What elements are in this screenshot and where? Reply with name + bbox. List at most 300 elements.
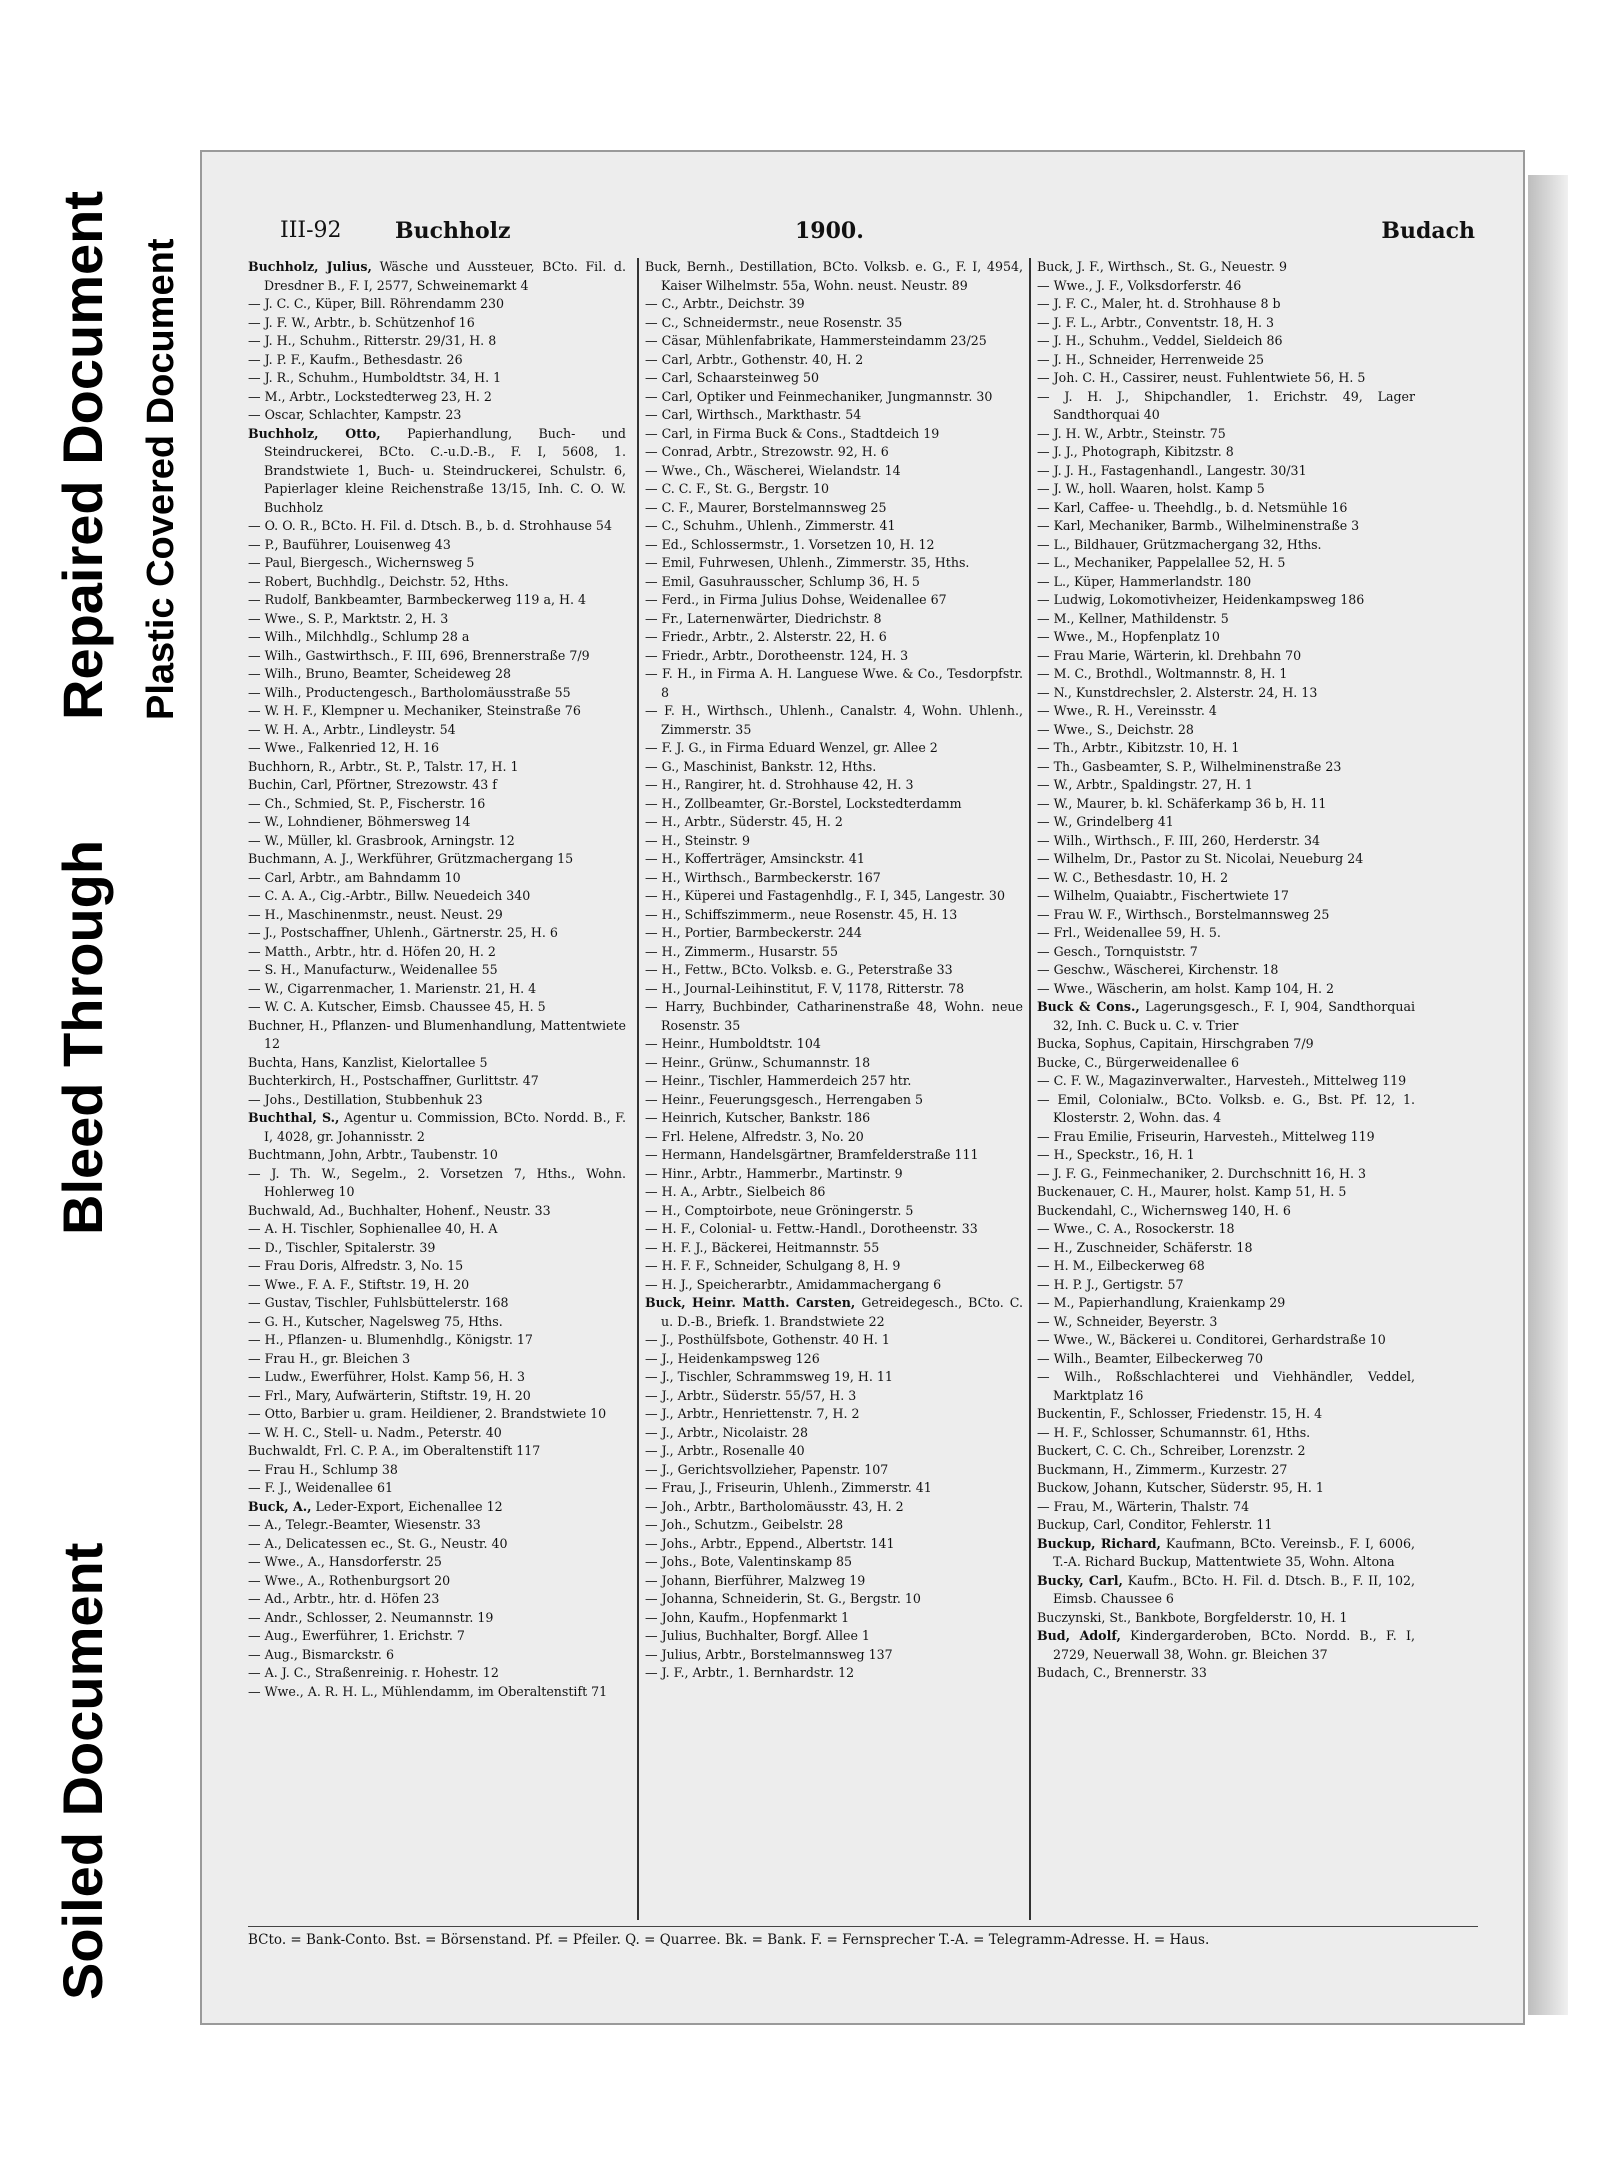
entry-text: Buchterkirch, H., Postschaffner, Gurlittstr. 47 xyxy=(248,1073,539,1088)
directory-entry xyxy=(645,314,1023,333)
entry-text: Getreidegesch., BCto. C. u. D.-B., Briefk. 1. Brandstwiete 22 xyxy=(661,1295,1023,1329)
entry-text: — Wilh., Wirthsch., F. III, 260, Herderstr. 34 xyxy=(1037,832,1321,848)
entry-text: — M., Arbtr., Lockstedterweg 23, H. 2 xyxy=(248,388,492,404)
entry-text: — H. F. F., Schneider, Schulgang 8, H. 9 xyxy=(645,1258,901,1273)
entry-text: — J., Arbtr., Süderstr. 55/57, H. 3 xyxy=(645,1387,857,1403)
entry-text: — Oscar, Schlachter, Kampstr. 23 xyxy=(248,407,462,422)
directory-entry xyxy=(1037,1128,1415,1147)
directory-entry xyxy=(645,943,1023,962)
column-2 xyxy=(645,258,1023,1920)
entry-text: — H., Schiffszimmerm., neue Rosenstr. 45, H. 13 xyxy=(645,906,958,922)
directory-entry xyxy=(1037,462,1415,481)
entry-text: — H., Arbtr., Süderstr. 45, H. 2 xyxy=(645,814,843,829)
entry-text: — H., Zimmerm., Husarstr. 55 xyxy=(645,943,838,959)
directory-entry xyxy=(248,1313,626,1332)
directory-entry xyxy=(645,369,1023,388)
entry-text: — C. A. A., Cig.-Arbtr., Billw. Neuedeich 340 xyxy=(248,888,531,903)
directory-entry xyxy=(645,850,1023,869)
directory-entry xyxy=(248,1350,626,1369)
directory-entry xyxy=(248,314,626,333)
directory-entry xyxy=(248,739,626,758)
directory-entry xyxy=(1037,961,1415,980)
entry-text: Lagerungsgesch., F. I, 904, Sandthorquai 32, Inh. C. Buck u. C. v. Trier xyxy=(1053,999,1415,1033)
directory-entry xyxy=(645,332,1023,351)
entry-text: — H., Pflanzen- u. Blumenhdlg., Königstr. 17 xyxy=(248,1332,533,1347)
directory-entry xyxy=(1037,1276,1415,1295)
entry-text: — H. M., Eilbeckerweg 68 xyxy=(1037,1258,1205,1273)
entry-text: — Wilh., Gastwirthsch., F. III, 696, Brennerstraße 7/9 xyxy=(248,647,590,663)
entry-text: — Wwe., R. H., Vereinsstr. 4 xyxy=(1037,703,1217,718)
entry-text: — Geschw., Wäscherei, Kirchenstr. 18 xyxy=(1037,962,1279,977)
entry-name: Bucky, Carl, xyxy=(1037,1572,1123,1588)
column-divider xyxy=(637,258,639,1920)
directory-entry xyxy=(248,591,626,610)
directory-entry xyxy=(248,887,626,906)
directory-entry xyxy=(1037,1627,1415,1664)
directory-entry xyxy=(248,1535,626,1554)
entry-text: — H. P. J., Gertigstr. 57 xyxy=(1037,1276,1184,1292)
directory-entry xyxy=(645,610,1023,629)
entry-text: — Carl, in Firma Buck & Cons., Stadtdeich 19 xyxy=(645,425,940,441)
entry-text: — M., Papierhandlung, Kraienkamp 29 xyxy=(1037,1295,1286,1310)
directory-entry xyxy=(1037,1313,1415,1332)
entry-text: Buckert, C. C. Ch., Schreiber, Lorenzstr. 2 xyxy=(1037,1443,1306,1458)
entry-text: — N., Kunstdrechsler, 2. Alsterstr. 24, H. 13 xyxy=(1037,684,1318,700)
entry-text: — J., Posthülfsbote, Gothenstr. 40 H. 1 xyxy=(645,1332,890,1347)
entry-text: Buckentin, F., Schlosser, Friedenstr. 15, H. 4 xyxy=(1037,1406,1323,1421)
directory-entry xyxy=(1037,832,1415,851)
entry-name: Buck, A., xyxy=(248,1498,312,1514)
entry-text: — H., Journal-Leihinstitut, F. V, 1178, Ritterstr. 78 xyxy=(645,980,965,996)
entry-text: — J. H., Schneider, Herrenweide 25 xyxy=(1037,351,1265,367)
entry-text: — O. O. R., BCto. H. Fil. d. Dtsch. B., b. d. Strohhause 54 xyxy=(248,518,612,533)
entry-text: — Frau, M., Wärterin, Thalstr. 74 xyxy=(1037,1498,1250,1514)
entry-text: — Wwe., J. F., Volksdorferstr. 46 xyxy=(1037,277,1242,293)
directory-entry xyxy=(248,536,626,555)
directory-page xyxy=(200,150,1525,2025)
directory-entry xyxy=(248,758,626,777)
directory-entry xyxy=(248,1664,626,1683)
entry-name: Buchthal, S., xyxy=(248,1110,340,1125)
directory-entry xyxy=(248,1054,626,1073)
entry-text: — Hinr., Arbtr., Hammerbr., Martinstr. 9 xyxy=(645,1165,903,1181)
entry-text: — Andr., Schlosser, 2. Neumannstr. 19 xyxy=(248,1609,494,1625)
entry-text: — Frl. Helene, Alfredstr. 3, No. 20 xyxy=(645,1128,864,1144)
entry-text: Buchhorn, R., Arbtr., St. P., Talstr. 17, H. 1 xyxy=(248,758,519,774)
entry-text: Agentur u. Commission, BCto. Nordd. B., F. I, 4028, gr. Johannisstr. 2 xyxy=(264,1110,626,1144)
entry-text: — J. F. L., Arbtr., Conventstr. 18, H. 3 xyxy=(1037,314,1274,330)
directory-entry xyxy=(1037,332,1415,351)
directory-entry xyxy=(248,258,626,295)
directory-entry xyxy=(1037,647,1415,666)
directory-entry xyxy=(645,1294,1023,1331)
entry-text: — W., Maurer, b. kl. Schäferkamp 36 b, H. 11 xyxy=(1037,795,1327,811)
directory-entry xyxy=(645,1220,1023,1239)
directory-entry xyxy=(645,1442,1023,1461)
directory-entry xyxy=(248,1109,626,1146)
entry-text: — J., Tischler, Schrammsweg 19, H. 11 xyxy=(645,1369,893,1384)
entry-text: — A., Delicatessen ec., St. G., Neustr. 40 xyxy=(248,1535,508,1551)
directory-entry xyxy=(645,980,1023,999)
entry-text: — W., Lohndiener, Böhmersweg 14 xyxy=(248,814,471,829)
directory-entry xyxy=(645,554,1023,573)
directory-entry xyxy=(1037,776,1415,795)
directory-entry xyxy=(1037,684,1415,703)
entry-text: — Wilhelm, Quaiabtr., Fischertwiete 17 xyxy=(1037,888,1289,903)
entry-text: — W., Arbtr., Spaldingstr. 27, H. 1 xyxy=(1037,777,1253,792)
entry-text: — Heinr., Feuerungsgesch., Herrengaben 5 xyxy=(645,1091,924,1107)
directory-entry xyxy=(1037,1294,1415,1313)
entry-text: — J., Heidenkampsweg 126 xyxy=(645,1350,820,1366)
directory-entry xyxy=(645,628,1023,647)
directory-entry xyxy=(645,517,1023,536)
entry-text: — Aug., Ewerführer, 1. Erichstr. 7 xyxy=(248,1628,465,1643)
entry-text: Buck, Bernh., Destillation, BCto. Volksb. e. G., F. I, 4954, Kaiser Wilhelmstr. 55a, Wohn. neust. Neustr. 89 xyxy=(645,259,1023,293)
entry-text: — A., Telegr.-Beamter, Wiesenstr. 33 xyxy=(248,1517,481,1532)
directory-entry xyxy=(1037,1165,1415,1184)
entry-text: — J. F. C., Maler, ht. d. Strohhause 8 b xyxy=(1037,296,1281,311)
entry-text: — Joh., Arbtr., Bartholomäusstr. 43, H. 2 xyxy=(645,1498,904,1514)
directory-entry xyxy=(1037,1257,1415,1276)
entry-text: Buchin, Carl, Pförtner, Strezowstr. 43 f xyxy=(248,777,497,792)
directory-entry xyxy=(645,1535,1023,1554)
directory-entry xyxy=(645,1553,1023,1572)
directory-entry xyxy=(645,1609,1023,1628)
directory-entry xyxy=(248,998,626,1017)
entry-text: — M., Kellner, Mathildenstr. 5 xyxy=(1037,610,1229,626)
directory-entry xyxy=(645,258,1023,295)
entry-text: — W., Cigarrenmacher, 1. Marienstr. 21, H. 4 xyxy=(248,980,537,996)
entry-text: — Frau Emilie, Friseurin, Harvesteh., Mittelweg 119 xyxy=(1037,1128,1375,1144)
directory-entry xyxy=(1037,795,1415,814)
entry-text: — Gesch., Tornquiststr. 7 xyxy=(1037,943,1198,959)
directory-entry xyxy=(1037,758,1415,777)
directory-entry xyxy=(1037,314,1415,333)
directory-entry xyxy=(1037,850,1415,869)
entry-text: — Hermann, Handelsgärtner, Bramfelderstraße 111 xyxy=(645,1147,979,1162)
entry-text: — Johann, Bierführer, Malzweg 19 xyxy=(645,1572,866,1588)
entry-name: Buchholz, Julius, xyxy=(248,259,372,274)
directory-entry xyxy=(645,1368,1023,1387)
label-bleed-through: Bleed Through xyxy=(51,839,114,1235)
entry-text: — Karl, Caffee- u. Theehdlg., b. d. Netsmühle 16 xyxy=(1037,499,1348,515)
entry-text: — F. J. G., in Firma Eduard Wenzel, gr. Allee 2 xyxy=(645,740,938,755)
directory-entry xyxy=(645,425,1023,444)
entry-name: Bud, Adolf, xyxy=(1037,1628,1121,1643)
entry-text: Bucke, C., Bürgerweidenallee 6 xyxy=(1037,1054,1239,1070)
header-right-keyword: Budach xyxy=(1381,218,1475,244)
entry-text: — W. H. F., Klempner u. Mechaniker, Steinstraße 76 xyxy=(248,703,581,718)
directory-entry xyxy=(1037,1535,1415,1572)
directory-entry xyxy=(645,591,1023,610)
entry-text: — Frau H., gr. Bleichen 3 xyxy=(248,1350,411,1366)
entry-text: — Conrad, Arbtr., Strezowstr. 92, H. 6 xyxy=(645,444,889,459)
entry-text: Buck, J. F., Wirthsch., St. G., Neuestr. 9 xyxy=(1037,259,1288,274)
directory-entry xyxy=(248,924,626,943)
directory-entry xyxy=(1037,721,1415,740)
directory-entry xyxy=(645,1387,1023,1406)
entry-name: Buck & Cons., xyxy=(1037,999,1140,1014)
directory-entry xyxy=(645,758,1023,777)
entry-text: Budach, C., Brennerstr. 33 xyxy=(1037,1665,1207,1680)
directory-entry xyxy=(248,369,626,388)
directory-entry xyxy=(1037,1331,1415,1350)
directory-entry xyxy=(645,702,1023,739)
directory-entry xyxy=(248,1442,626,1461)
entry-text: — Ludw., Ewerführer, Holst. Kamp 56, H. 3 xyxy=(248,1369,525,1384)
entry-text: Buckendahl, C., Wichernsweg 140, H. 6 xyxy=(1037,1202,1291,1218)
directory-entry xyxy=(1037,739,1415,758)
directory-entry xyxy=(248,665,626,684)
entry-text: — J. W., holl. Waaren, holst. Kamp 5 xyxy=(1037,481,1265,496)
directory-entry xyxy=(645,1461,1023,1480)
entry-text: — Heinr., Tischler, Hammerdeich 257 htr. xyxy=(645,1073,912,1088)
entry-text: — Emil, Gasuhrausscher, Schlump 36, H. 5 xyxy=(645,573,920,589)
entry-text: — Friedr., Arbtr., 2. Alsterstr. 22, H. 6 xyxy=(645,629,887,644)
entry-text: — J., Postschaffner, Uhlenh., Gärtnerstr. 25, H. 6 xyxy=(248,925,558,940)
entry-text: — Johanna, Schneiderin, St. G., Bergstr. 10 xyxy=(645,1591,921,1606)
entry-text: — W. H. A., Arbtr., Lindleystr. 54 xyxy=(248,721,456,737)
directory-entry xyxy=(1037,1146,1415,1165)
directory-entry xyxy=(645,1072,1023,1091)
entry-text: — Wwe., W., Bäckerei u. Conditorei, Gerhardstraße 10 xyxy=(1037,1332,1386,1347)
directory-entry xyxy=(248,795,626,814)
directory-entry xyxy=(645,961,1023,980)
directory-entry xyxy=(1037,1405,1415,1424)
entry-text: — P., Bauführer, Louisenweg 43 xyxy=(248,536,451,552)
directory-entry xyxy=(248,943,626,962)
column-divider xyxy=(1029,258,1031,1920)
entry-text: Buckenauer, C. H., Maurer, holst. Kamp 51, H. 5 xyxy=(1037,1184,1347,1199)
directory-entry xyxy=(1037,702,1415,721)
directory-entry xyxy=(1037,1442,1415,1461)
entry-text: — G., Maschinist, Bankstr. 12, Hths. xyxy=(645,758,877,774)
entry-text: — Emil, Colonialw., BCto. Volksb. e. G., Bst. Pf. 12, 1. Klosterstr. 2, Wohn. das. 4 xyxy=(1037,1091,1415,1125)
entry-text: — S. H., Manufacturw., Weidenallee 55 xyxy=(248,962,498,977)
entry-text: — Wwe., Ch., Wäscherei, Wielandstr. 14 xyxy=(645,462,901,478)
directory-entry xyxy=(645,1516,1023,1535)
directory-entry xyxy=(1037,1350,1415,1369)
entry-text: — Th., Arbtr., Kibitzstr. 10, H. 1 xyxy=(1037,740,1240,755)
directory-entry xyxy=(645,536,1023,555)
entry-text: Kaufm., BCto. H. Fil. d. Dtsch. B., F. II, 102, Eimsb. Chaussee 6 xyxy=(1053,1572,1415,1606)
directory-entry xyxy=(645,869,1023,888)
directory-entry xyxy=(645,351,1023,370)
directory-entry xyxy=(645,1091,1023,1110)
entry-text: — H. J., Speicherarbtr., Amidammachergang 6 xyxy=(645,1276,942,1292)
entry-text: — Harry, Buchbinder, Catharinenstraße 48, Wohn. neue Rosenstr. 35 xyxy=(645,999,1023,1033)
entry-text: Buchta, Hans, Kanzlist, Kielortallee 5 xyxy=(248,1054,488,1070)
directory-entry xyxy=(645,1054,1023,1073)
entry-text: — H., Speckstr., 16, H. 1 xyxy=(1037,1147,1195,1162)
entry-text: — Friedr., Arbtr., Dorotheenstr. 124, H. 3 xyxy=(645,647,909,663)
entry-text: — Ch., Schmied, St. P., Fischerstr. 16 xyxy=(248,795,486,811)
entry-text: — H. F., Schlosser, Schumannstr. 61, Hths. xyxy=(1037,1424,1311,1440)
entry-text: — Wwe., C. A., Rosockerstr. 18 xyxy=(1037,1221,1235,1236)
entry-text: — Frau Marie, Wärterin, kl. Drehbahn 70 xyxy=(1037,647,1302,663)
entry-text: — J. H. W., Arbtr., Steinstr. 75 xyxy=(1037,425,1226,441)
entry-text: — J. F. G., Feinmechaniker, 2. Durchschnitt 16, H. 3 xyxy=(1037,1165,1366,1181)
directory-entry xyxy=(645,1128,1023,1147)
entry-text: — Johs., Bote, Valentinskamp 85 xyxy=(645,1554,853,1569)
entry-text: — W. C., Bethesdastr. 10, H. 2 xyxy=(1037,869,1229,885)
entry-text: — Johs., Arbtr., Eppend., Albertstr. 141 xyxy=(645,1535,895,1551)
directory-entry xyxy=(1037,536,1415,555)
directory-entry xyxy=(248,776,626,795)
directory-entry xyxy=(248,647,626,666)
entry-text: Bucka, Sophus, Capitain, Hirschgraben 7/9 xyxy=(1037,1036,1314,1051)
entry-text: — Gustav, Tischler, Fuhlsbüttelerstr. 168 xyxy=(248,1295,509,1310)
entry-text: — W., Grindelberg 41 xyxy=(1037,814,1174,829)
directory-entry xyxy=(645,1646,1023,1665)
directory-entry xyxy=(248,1461,626,1480)
entry-text: — L., Mechaniker, Pappelallee 52, H. 5 xyxy=(1037,555,1286,570)
directory-entry xyxy=(248,351,626,370)
entry-text: — Otto, Barbier u. gram. Heildiener, 2. Brandstwiete 10 xyxy=(248,1406,607,1421)
entry-text: — W., Müller, kl. Grasbrook, Arningstr. 12 xyxy=(248,832,515,848)
directory-entry xyxy=(645,443,1023,462)
page-number: III-92 xyxy=(280,218,342,243)
entry-text: — Paul, Biergesch., Wichernsweg 5 xyxy=(248,555,475,570)
directory-entry xyxy=(248,1646,626,1665)
entry-text: — Wwe., M., Hopfenplatz 10 xyxy=(1037,629,1220,644)
entry-text: — Wilh., Beamter, Eilbeckerweg 70 xyxy=(1037,1350,1264,1366)
entry-text: — J., Arbtr., Nicolaistr. 28 xyxy=(645,1424,808,1440)
directory-entry xyxy=(1037,1368,1415,1405)
directory-entry xyxy=(1037,369,1415,388)
entry-text: — Johs., Destillation, Stubbenhuk 23 xyxy=(248,1091,483,1107)
directory-entry xyxy=(645,1146,1023,1165)
entry-text: — Wilh., Milchhdlg., Schlump 28 a xyxy=(248,629,470,644)
entry-name: Buck, Heinr. Matth. Carsten, xyxy=(645,1295,856,1310)
entry-text: — J. H., Schuhm., Ritterstr. 29/31, H. 8 xyxy=(248,333,497,348)
directory-entry xyxy=(1037,1091,1415,1128)
entry-text: — D., Tischler, Spitalerstr. 39 xyxy=(248,1239,436,1255)
directory-entry xyxy=(248,1220,626,1239)
directory-entry xyxy=(645,1109,1023,1128)
entry-text: — Joh. C. H., Cassirer, neust. Fuhlentwiete 56, H. 5 xyxy=(1037,370,1366,385)
directory-entry xyxy=(645,1479,1023,1498)
directory-entry xyxy=(1037,1479,1415,1498)
directory-entry xyxy=(1037,813,1415,832)
entry-text: — Emil, Fuhrwesen, Uhlenh., Zimmerstr. 35, Hths. xyxy=(645,555,970,570)
directory-entry xyxy=(1037,388,1415,425)
adjacent-page-edge xyxy=(1528,175,1568,2015)
entry-text: — W., Schneider, Beyerstr. 3 xyxy=(1037,1313,1218,1329)
directory-entry xyxy=(645,647,1023,666)
directory-entry xyxy=(248,721,626,740)
directory-entry xyxy=(645,813,1023,832)
directory-entry xyxy=(1037,1609,1415,1628)
entry-text: — Ferd., in Firma Julius Dohse, Weidenallee 67 xyxy=(645,592,947,607)
column-1 xyxy=(248,258,626,1920)
directory-entry xyxy=(645,887,1023,906)
entry-text: — C., Schneidermstr., neue Rosenstr. 35 xyxy=(645,314,903,330)
directory-entry xyxy=(645,1350,1023,1369)
entry-text: — M. C., Brothdl., Woltmannstr. 8, H. 1 xyxy=(1037,666,1288,681)
entry-text: — Frl., Weidenallee 59, H. 5. xyxy=(1037,925,1221,940)
entry-text: — Wilh., Bruno, Beamter, Scheideweg 28 xyxy=(248,666,512,681)
entry-text: — Rudolf, Bankbeamter, Barmbeckerweg 119 a, H. 4 xyxy=(248,592,586,607)
directory-entry xyxy=(1037,1054,1415,1073)
entry-text: — Heinr., Grünw., Schumannstr. 18 xyxy=(645,1054,871,1070)
label-soiled-document: Soiled Document xyxy=(51,1542,114,2000)
directory-entry xyxy=(1037,943,1415,962)
directory-entry xyxy=(1037,499,1415,518)
entry-text: Leder-Export, Eichenallee 12 xyxy=(315,1498,503,1514)
entry-text: Kindergarderoben, BCto. Nordd. B., F. I, 2729, Neuerwall 38, Wohn. gr. Bleichen 37 xyxy=(1053,1628,1415,1662)
entry-text: — J. H. J., Shipchandler, 1. Erichstr. 49, Lager Sandthorquai 40 xyxy=(1037,388,1415,422)
directory-entry xyxy=(248,517,626,536)
entry-text: — Robert, Buchhdlg., Deichstr. 52, Hths. xyxy=(248,573,509,589)
directory-entry xyxy=(1037,906,1415,925)
directory-entry xyxy=(248,850,626,869)
directory-entry xyxy=(248,1239,626,1258)
directory-entry xyxy=(1037,1239,1415,1258)
directory-entry xyxy=(248,1609,626,1628)
directory-entry xyxy=(645,1035,1023,1054)
entry-text: — J. F., Arbtr., 1. Bernhardstr. 12 xyxy=(645,1665,855,1680)
directory-entry xyxy=(248,425,626,518)
directory-entry xyxy=(248,1294,626,1313)
entry-text: Buckup, Carl, Conditor, Fehlerstr. 11 xyxy=(1037,1517,1273,1532)
entry-text: Buczynski, St., Bankbote, Borgfelderstr. 10, H. 1 xyxy=(1037,1609,1348,1625)
directory-entry xyxy=(645,406,1023,425)
entry-text: — F. H., Wirthsch., Uhlenh., Canalstr. 4, Wohn. Uhlenh., Zimmerstr. 35 xyxy=(645,703,1023,737)
directory-entry xyxy=(248,1368,626,1387)
directory-entry xyxy=(248,1627,626,1646)
directory-entry xyxy=(645,388,1023,407)
directory-entry xyxy=(645,739,1023,758)
directory-entry xyxy=(248,813,626,832)
directory-entry xyxy=(1037,610,1415,629)
footer-divider xyxy=(248,1926,1478,1927)
directory-entry xyxy=(248,1387,626,1406)
entry-text: — C. F., Maurer, Borstelmannsweg 25 xyxy=(645,499,887,515)
header-year: 1900. xyxy=(795,218,864,244)
directory-entry xyxy=(248,1017,626,1054)
entry-text: — H., Zollbeamter, Gr.-Borstel, Lockstedterdamm xyxy=(645,795,962,811)
entry-text: — L., Bildhauer, Grützmachergang 32, Hths. xyxy=(1037,536,1322,552)
entry-text: — Heinr., Humboldtstr. 104 xyxy=(645,1036,821,1051)
entry-text: — Fr., Laternenwärter, Diedrichstr. 8 xyxy=(645,610,882,626)
directory-entry xyxy=(645,924,1023,943)
entry-text: — H., Küperei und Fastagenhdlg., F. I, 345, Langestr. 30 xyxy=(645,888,1005,903)
entry-text: — Wwe., A., Rothenburgsort 20 xyxy=(248,1572,451,1588)
entry-text: — Carl, Schaarsteinweg 50 xyxy=(645,370,820,385)
directory-entry xyxy=(1037,591,1415,610)
directory-entry xyxy=(645,776,1023,795)
entry-text: — Carl, Arbtr., am Bahndamm 10 xyxy=(248,869,461,885)
directory-entry xyxy=(645,1590,1023,1609)
column-3 xyxy=(1037,258,1415,1920)
directory-entry xyxy=(248,702,626,721)
directory-entry xyxy=(1037,869,1415,888)
directory-entry xyxy=(645,1276,1023,1295)
entry-text: — Carl, Wirthsch., Markthastr. 54 xyxy=(645,407,862,422)
directory-entry xyxy=(645,499,1023,518)
entry-text: Kaufmann, BCto. Vereinsb., F. I, 6006, T.-A. Richard Buckup, Mattentwiete 35, Wohn. Altona xyxy=(1053,1535,1415,1569)
directory-entry xyxy=(645,573,1023,592)
directory-entry xyxy=(1037,1664,1415,1683)
directory-entry xyxy=(645,480,1023,499)
entry-text: — Julius, Buchhalter, Borgf. Allee 1 xyxy=(645,1628,870,1643)
directory-entry xyxy=(248,1498,626,1517)
entry-text: — H., Comptoirbote, neue Gröningerstr. 5 xyxy=(645,1202,914,1218)
directory-entry xyxy=(645,665,1023,702)
entry-text: — J. P. F., Kaufm., Bethesdastr. 26 xyxy=(248,351,463,367)
directory-entry xyxy=(1037,1035,1415,1054)
